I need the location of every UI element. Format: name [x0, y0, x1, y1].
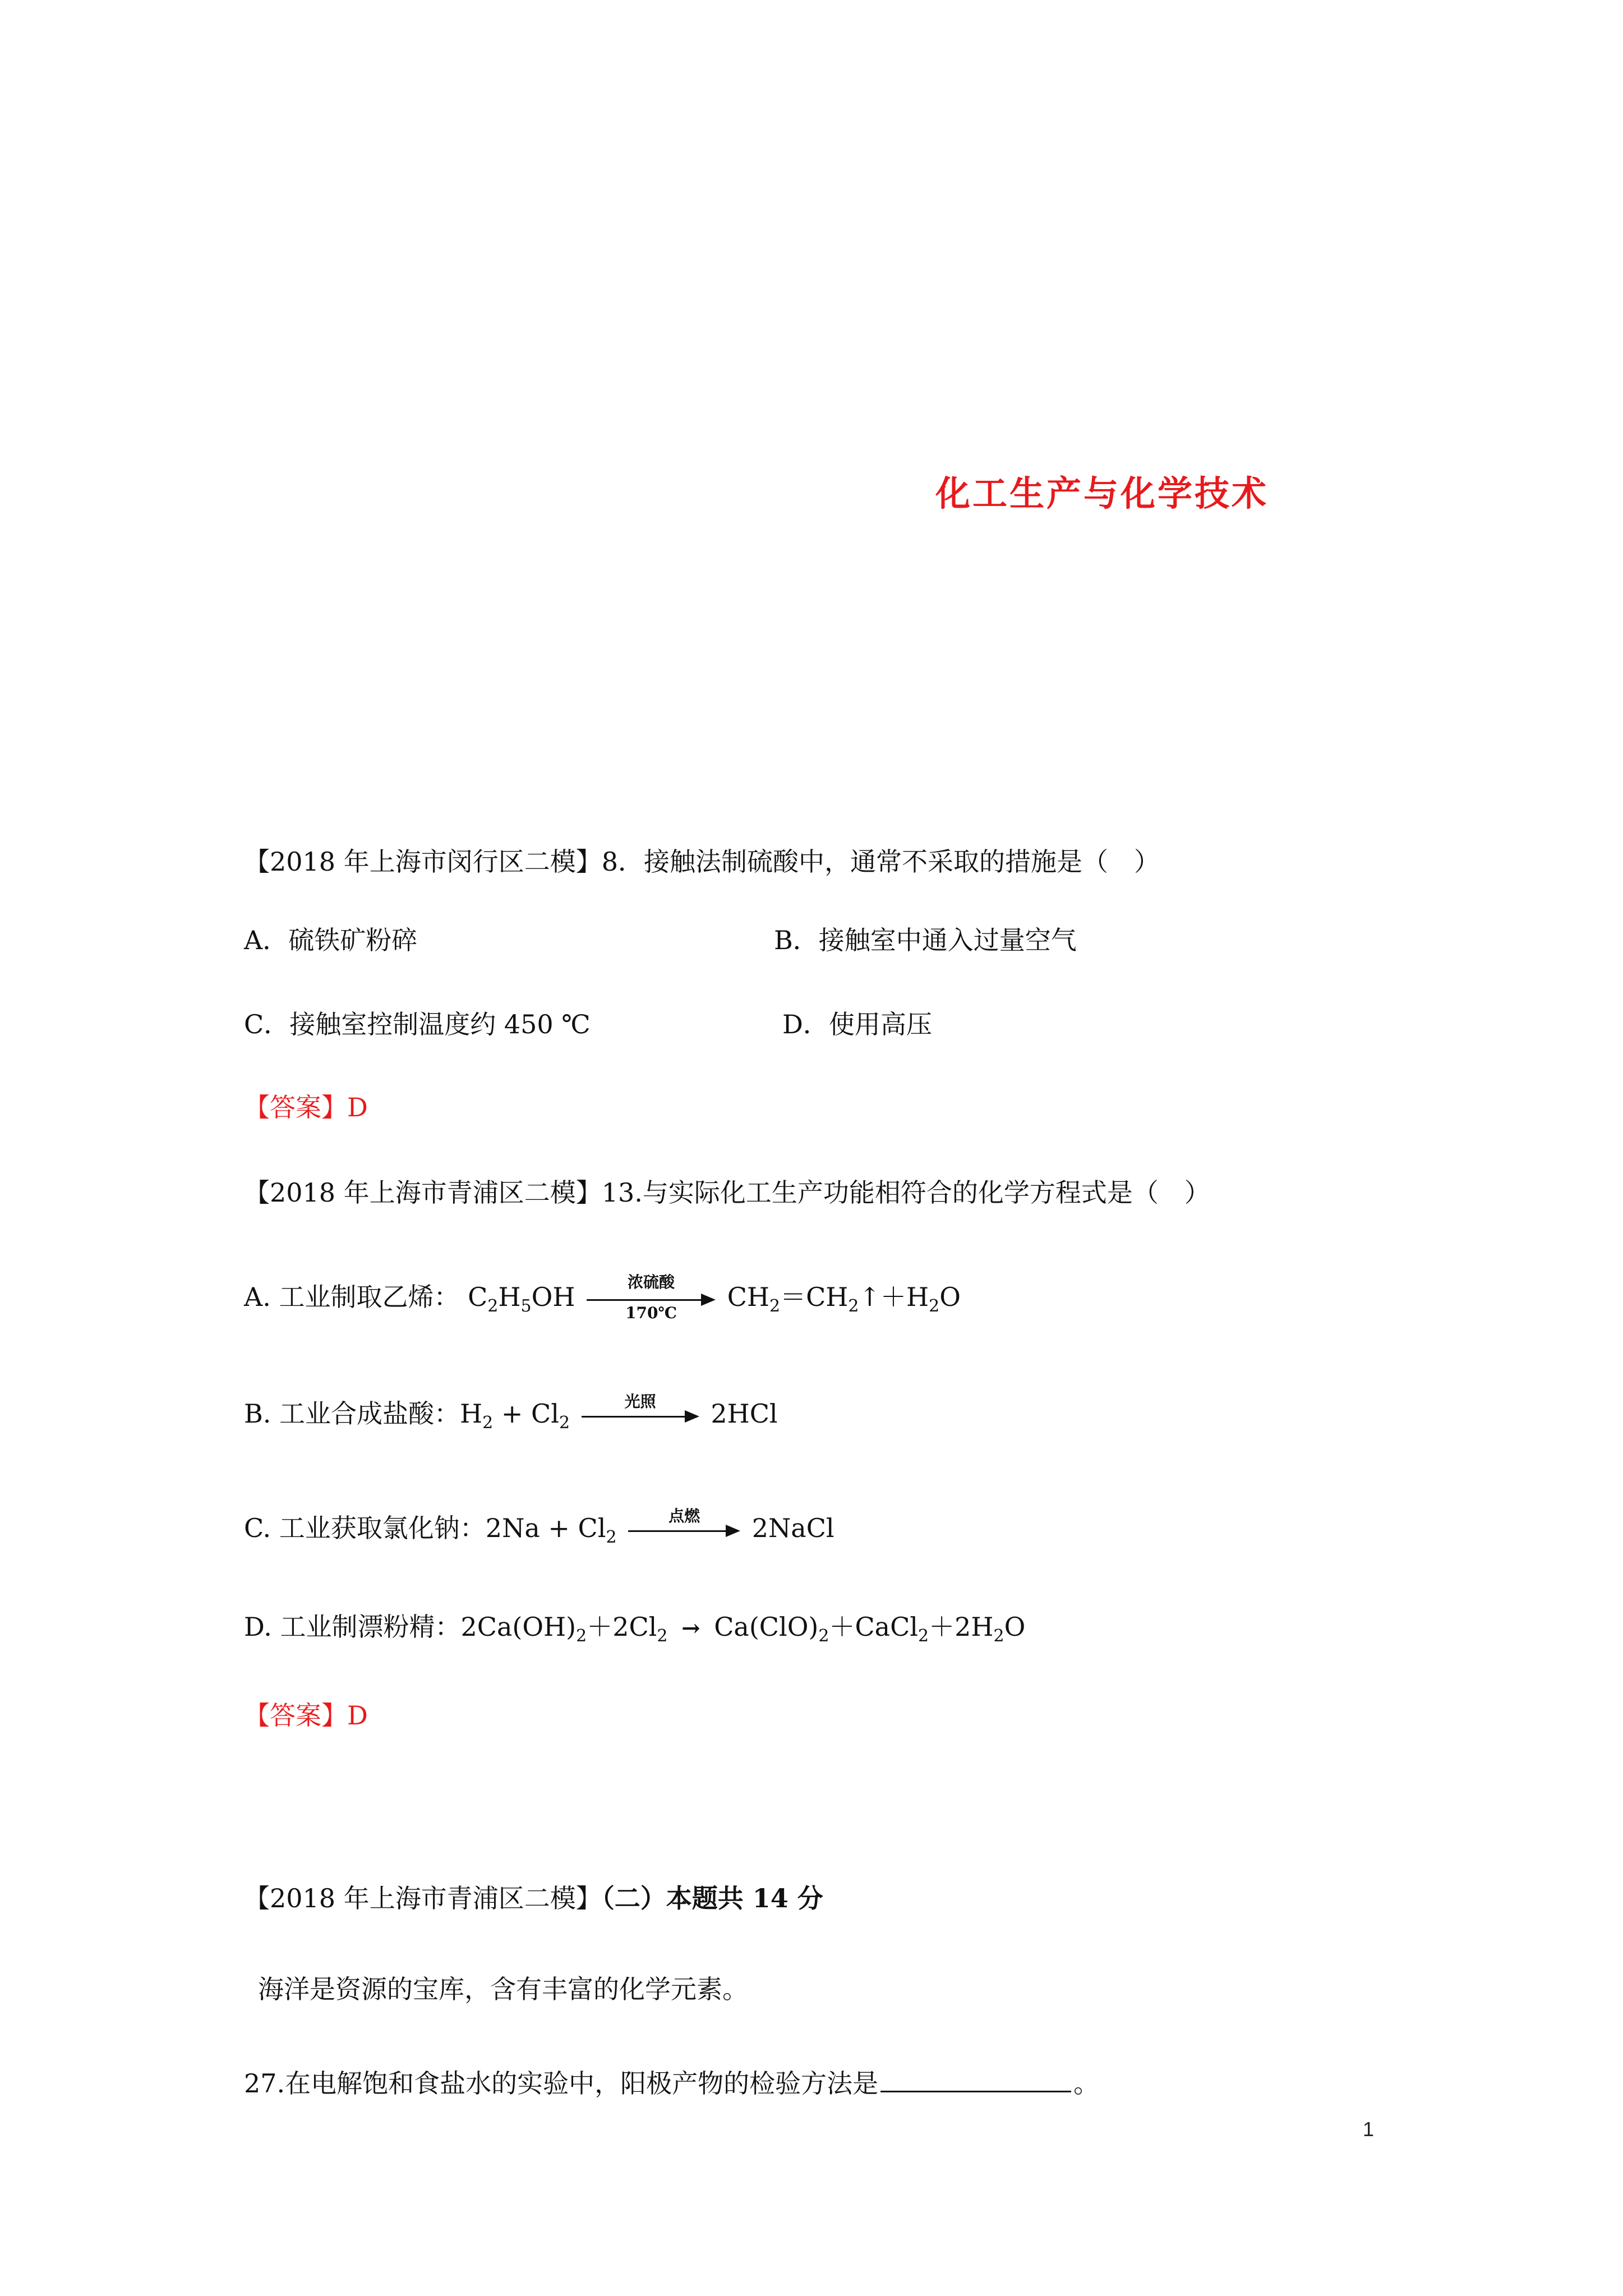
answer-value: D	[347, 1700, 368, 1731]
condition-top: 浓硫酸	[628, 1273, 675, 1291]
ethylene-products: $CH_2=CH_2↑+H_2O$	[727, 1282, 961, 1316]
question-8-option-b: B．接触室中通入过量空气	[774, 925, 1077, 955]
question-13-option-b: B. 工业合成盐酸：$H_2 + Cl_2$ 光照 2HCl	[244, 1393, 778, 1430]
reaction-arrow-icon	[582, 1392, 699, 1430]
reaction-arrow-icon	[628, 1507, 740, 1544]
question-8-option-a: A．硫铁矿粉碎	[244, 925, 418, 955]
ethanol-formula: $C_2H_5OH$	[468, 1282, 575, 1316]
answer-label: 【答案】	[244, 1092, 347, 1122]
question-8-answer	[244, 1087, 368, 1124]
question-8-option-c: C．接触室控制温度约 450 ℃	[244, 1009, 591, 1039]
option-a-prefix: A. 工业制取乙烯：	[244, 1282, 460, 1312]
source-label: 【2018 年上海市青浦区二模】	[244, 1883, 602, 1913]
question-13-option-d: D. 工业制漂粉精：$2Ca(OH)_2+2Cl_2$ → $Ca(ClO)_2+CaCl_2+2H_2O$	[244, 1612, 1026, 1646]
section-score: （二）本题共 14 分	[601, 1883, 823, 1913]
answer-label: 【答案】	[244, 1700, 347, 1731]
section-2-header	[244, 1878, 823, 1915]
product: 2NaCl	[751, 1513, 834, 1543]
question-8-option-d: D．使用高压	[782, 1009, 932, 1039]
condition-top: 点燃	[668, 1507, 700, 1525]
section-2-intro: 海洋是资源的宝库，含有丰富的化学元素。	[258, 1974, 748, 2004]
question-13-option-c: C. 工业获取氯化钠：$2Na + Cl_2$ 点燃 2NaCl	[244, 1508, 834, 1545]
question-13-answer	[244, 1695, 368, 1732]
condition-bottom: 170℃	[625, 1304, 677, 1322]
answer-value: D	[347, 1092, 368, 1122]
condition-top: 光照	[624, 1392, 656, 1411]
question-13-header: 【2018 年上海市青浦区二模】13.与实际化工生产功能相符合的化学方程式是（ ）	[244, 1177, 1210, 1208]
question-13-option-a	[244, 1273, 961, 1322]
right-arrow-icon: →	[681, 1615, 700, 1641]
question-27: 27.在电解饱和食盐水的实验中，阳极产物的检验方法是 。	[244, 2063, 1099, 2100]
reaction-arrow-icon	[587, 1273, 716, 1322]
document-title: 化工生产与化学技术	[935, 473, 1269, 514]
page-number: 1	[1363, 2118, 1375, 2141]
question-8-header: 【2018 年上海市闵行区二模】8．接触法制硫酸中，通常不采取的措施是（ ）	[244, 846, 1160, 877]
answer-blank[interactable]	[880, 2066, 1071, 2092]
product: 2HCl	[711, 1398, 778, 1429]
